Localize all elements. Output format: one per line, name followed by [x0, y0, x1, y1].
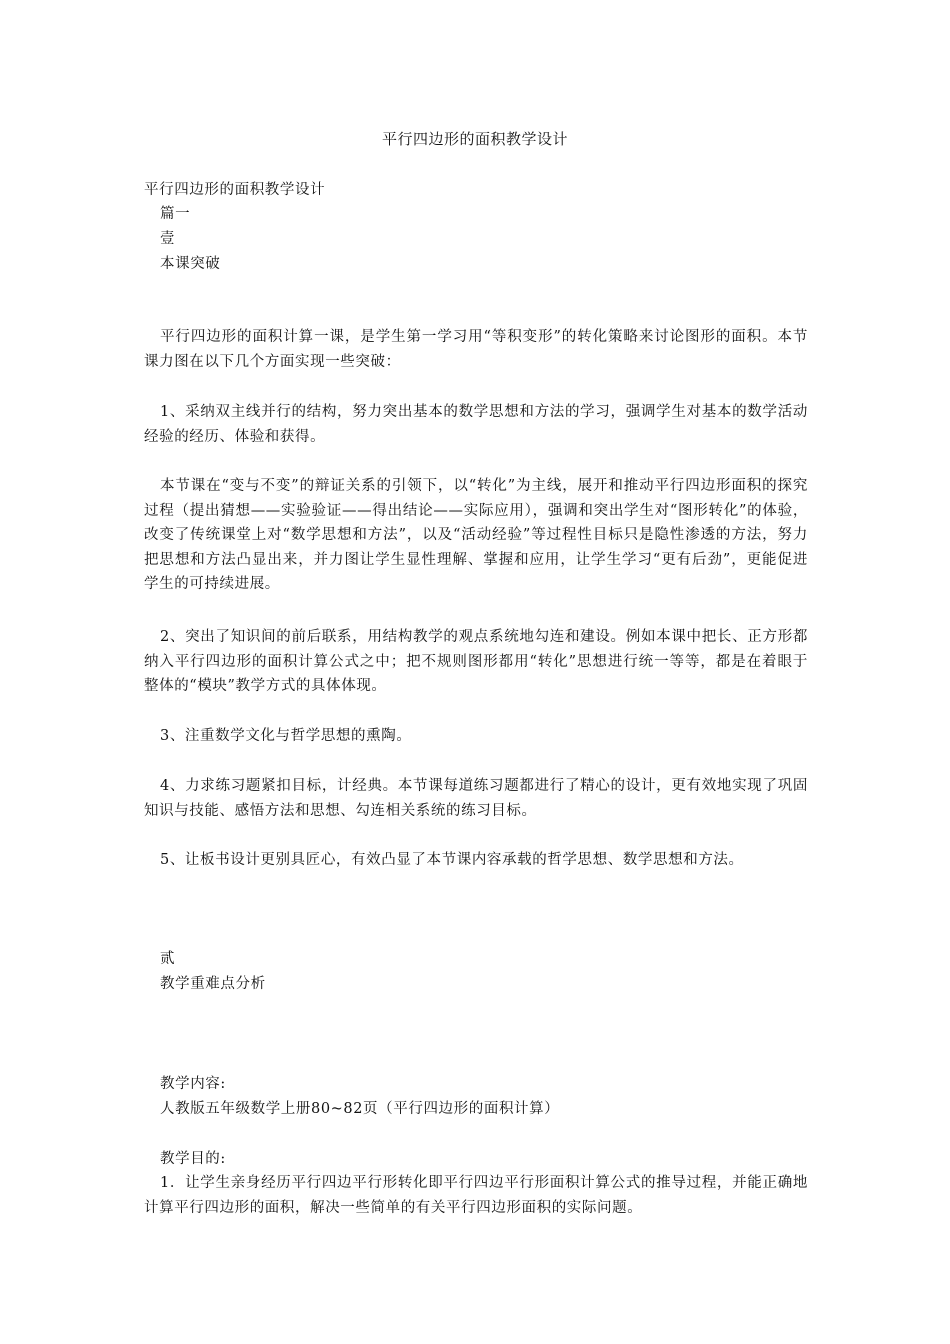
section-2-heading: 教学重难点分析 [160, 976, 266, 992]
section-heading: 本课突破 [160, 256, 221, 272]
document-subtitle: 平行四边形的面积教学设计 [144, 182, 326, 198]
goal-label: 教学目的: [160, 1151, 226, 1167]
section-2-number: 贰 [160, 951, 176, 967]
goal-1-paragraph: 1．让学生亲身经历平行四边平行形转化即平行四边平行形面积计算公式的推导过程，并能正确地计算平行四边形的面积，解决一些简单的有关平行四边形面积的实际问题。 [144, 1175, 808, 1216]
section-label: 篇一 [160, 206, 191, 222]
content-label: 教学内容: [160, 1076, 226, 1092]
intro-paragraph: 平行四边形的面积计算一课，是学生第一学习用“等积变形”的转化策略来讨论图形的面积。本节课力图在以下几个方面实现一些突破： [144, 329, 808, 370]
point-4-paragraph: 4、力求练习题紧扣目标，计经典。本节课每道练习题都进行了精心的设计，更有效地实现了巩固知识与技能、感悟方法和思想、勾连相关系统的练习目标。 [144, 778, 808, 819]
point-3-paragraph: 3、注重数学文化与哲学思想的熏陶。 [160, 728, 412, 744]
point-1-detail-paragraph: 本节课在“变与不变”的辩证关系的引领下，以“转化”为主线，展开和推动平行四边形面积的探究过程（提出猜想——实验验证——得出结论——实际应用），强调和突出学生对“图形转化”的体验，改变了传统课堂上对“数学思想和方法”，以及“活动经验”等过程性目标只是隐性渗透的方法，努力把思想和方法凸显出来，并力图让学生显性理解、掌握和应用，让学生学习“更有后劲”，更能促进学生的可持续进展。 [144, 478, 808, 592]
point-5-paragraph: 5、让板书设计更别具匠心，有效凸显了本节课内容承载的哲学思想、数学思想和方法。 [160, 852, 744, 868]
document-title: 平行四边形的面积教学设计 [381, 130, 568, 148]
point-1-paragraph: 1、采纳双主线并行的结构，努力突出基本的数学思想和方法的学习，强调学生对基本的数学活动经验的经历、体验和获得。 [144, 404, 808, 445]
point-2-paragraph: 2、突出了知识间的前后联系，用结构教学的观点系统地勾连和建设。例如本课中把长、正方形都纳入平行四边形的面积计算公式之中；把不规则图形都用“转化”思想进行统一等等，都是在着眼于整体的“模块”教学方式的具体体现。 [144, 629, 808, 694]
section-number: 壹 [160, 231, 176, 247]
content-value: 人教版五年级数学上册80~82页（平行四边形的面积计算） [160, 1101, 560, 1117]
